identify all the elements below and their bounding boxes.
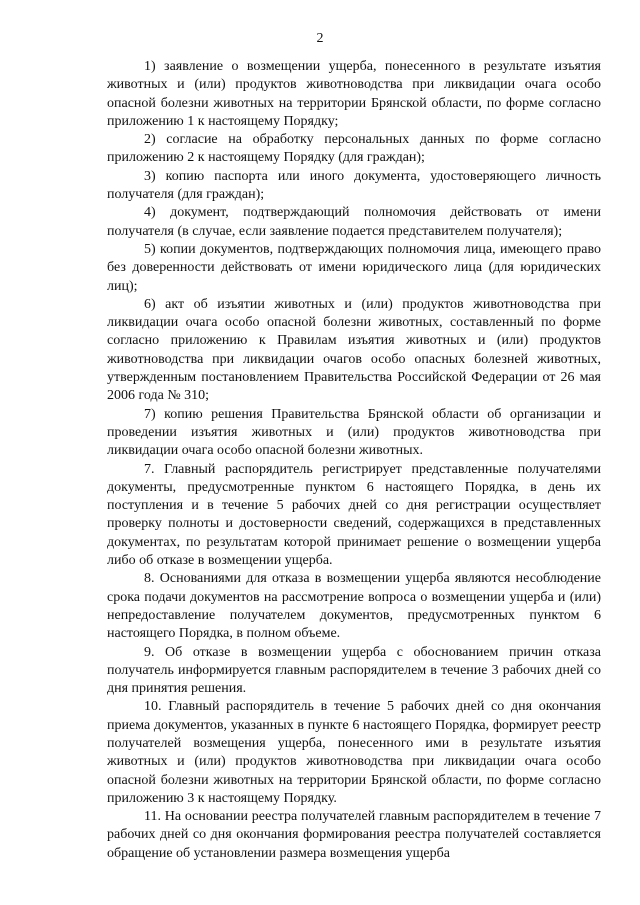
paragraph-item-6: 6) акт об изъятии животных и (или) продуктов животноводства при ликвидации очага особо опасной болезни животных, составленный по форме согласно приложению к Правилам изъятия животных и (или) продуктов животноводства при ликвидации очагов особо опасных болезней животных, утвержденным постановлением Правительства Российской Федерации от 26 мая 2006 года № 310; [107,296,601,404]
paragraph-clause-8: 8. Основаниями для отказа в возмещении ущерба являются несоблюдение срока подачи документов на рассмотрение вопроса о возмещении ущерба и (или) непредоставление получателем документов, предусмотренных пунктом 6 настоящего Порядка, в полном объеме. [107,571,601,642]
document-body [107,58,601,863]
paragraph-item-5: 5) копии документов, подтверждающих полномочия лица, имеющего право без доверенности действовать от имени юридического лица (для юридических лиц); [107,241,601,294]
paragraph-clause-7: 7. Главный распорядитель регистрирует представленные получателями документы, предусмотренные пунктом 6 настоящего Порядка, в день их поступления и в течение 5 рабочих дней со дня регистрации осуществляет проверку полноты и достоверности сведений, содержащихся в представленных документах, по результатам которой принимает решение о возмещении ущерба либо об отказе в возмещении ущерба. [107,461,601,569]
paragraph-item-7: 7) копию решения Правительства Брянской области об организации и проведении изъятия животных и (или) продуктов животноводства при ликвидации очага особо опасной болезни животных. [107,406,601,459]
paragraph-item-2: 2) согласие на обработку персональных данных по форме согласно приложению 2 к настоящему Порядку (для граждан); [107,132,601,166]
page-number: 2 [316,31,324,46]
paragraph-item-4: 4) документ, подтверждающий полномочия действовать от имени получателя (в случае, если заявление подается представителем получателя); [107,205,601,239]
paragraph-clause-11: 11. На основании реестра получателей главным распорядителем в течение 7 рабочих дней со дня окончания формирования реестра получателей составляется обращение об установлении размера возмещения ущерба [107,809,601,861]
paragraph-clause-9: 9. Об отказе в возмещении ущерба с обоснованием причин отказа получатель информируется главным распорядителем в течение 3 рабочих дней со дня принятия решения. [107,644,601,697]
paragraph-item-1: 1) заявление о возмещении ущерба, понесенного в результате изъятия животных и (или) продуктов животноводства при ликвидации очага особо опасной болезни животных на территории Брянской области, по форме согласно приложению 1 к настоящему Порядку; [107,59,601,129]
paragraph-item-3: 3) копию паспорта или иного документа, удостоверяющего личность получателя (для граждан); [107,168,601,203]
paragraph-clause-10: 10. Главный распорядитель в течение 5 рабочих дней со дня окончания приема документов, указанных в пункте 6 настоящего Порядка, формирует реестр получателей возмещения ущерба, понесенного ими в результате изъятия животных и (или) продуктов животноводства при ликвидации очага особо опасной болезни животных на территории Брянской области, по форме согласно приложению 3 к настоящему Порядку. [107,699,601,806]
